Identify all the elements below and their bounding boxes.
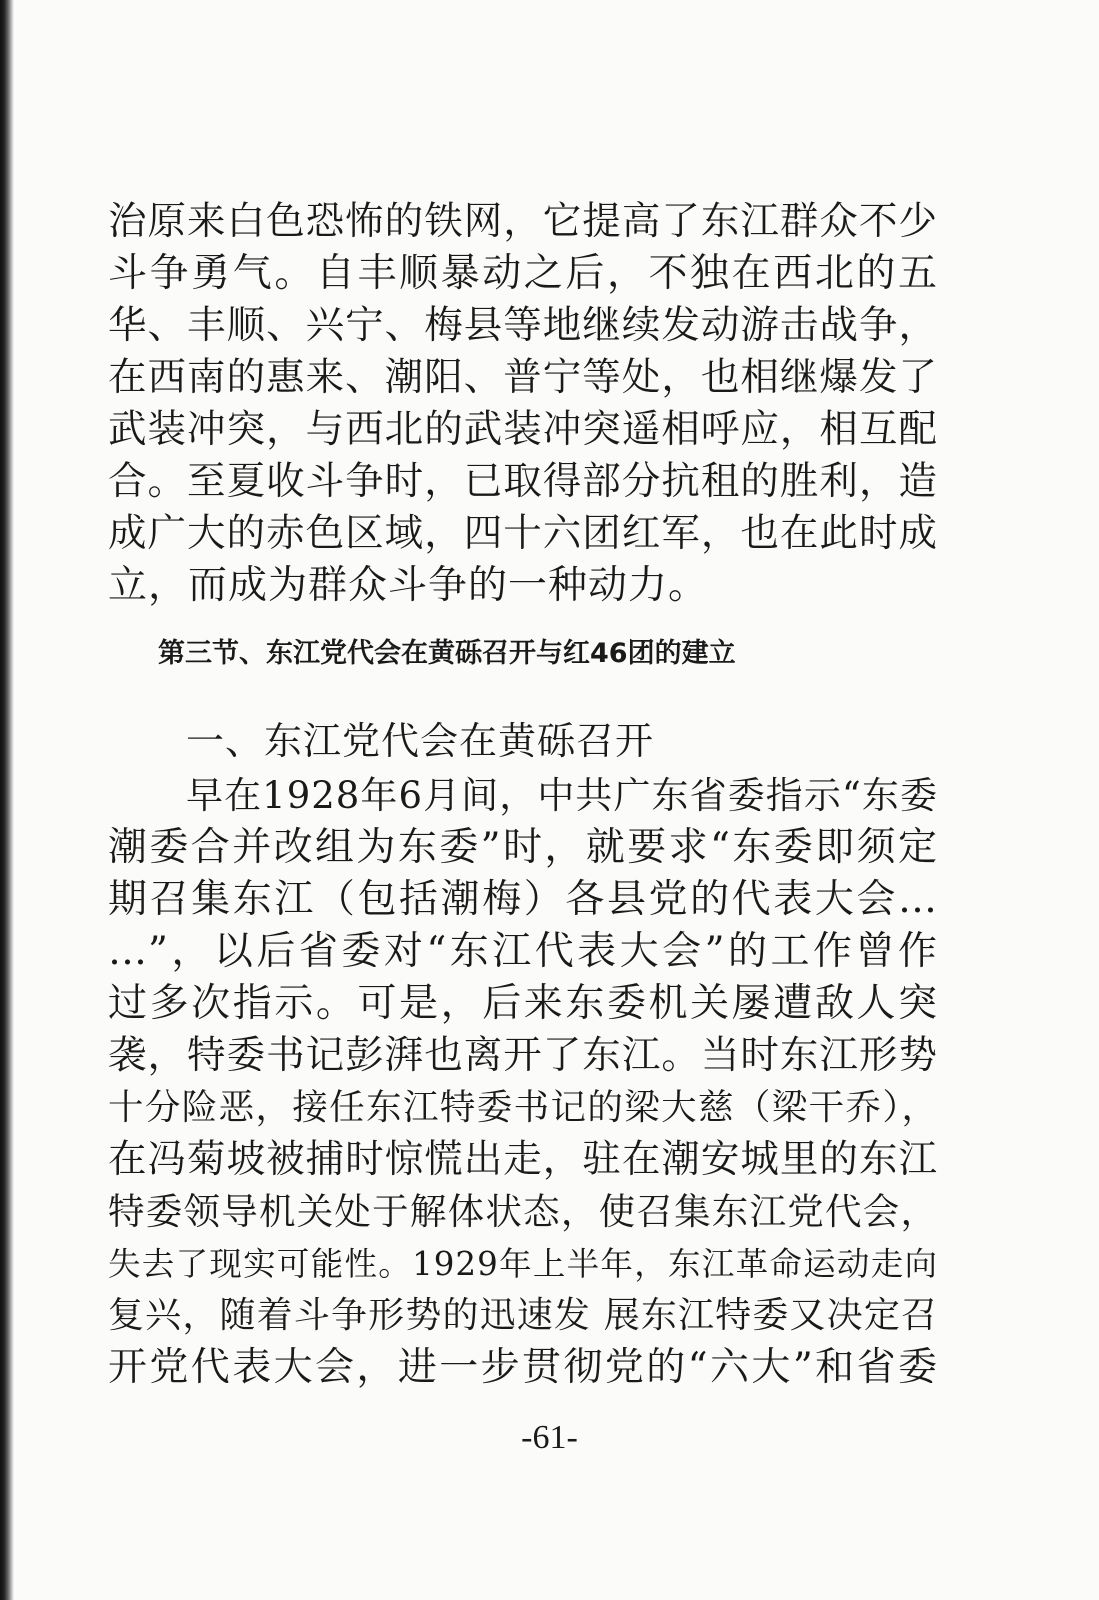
section-heading: 第三节、东江党代会在黄砾召开与红46团的建立 [158, 638, 736, 669]
text-line: 过多次指示。可是，后来东委机关屡遭敌人突 [108, 981, 938, 1026]
text-line: 在冯菊坡被捕时惊慌出走，驻在潮安城里的东江 [108, 1137, 938, 1182]
text-line: 武装冲突，与西北的武装冲突遥相呼应，相互配 [108, 407, 938, 452]
text-line: 期召集东江（包括潮梅）各县党的代表大会… [108, 877, 938, 922]
text-line: 早在1928年6月间，中共广东省委指示“东委 [186, 774, 938, 817]
text-line: 袭，特委书记彭湃也离开了东江。当时东江形势 [108, 1033, 938, 1078]
text-line: 复兴，随着斗争形势的迅速发 展东江特委又决定召 [108, 1295, 938, 1336]
scan-edge-shadow [0, 0, 14, 1600]
text-line: 成广大的赤色区域，四十六团红军，也在此时成 [108, 511, 938, 556]
text-line: 立，而成为群众斗争的一种动力。 [108, 563, 709, 608]
text-line: …”，以后省委对“东江代表大会”的工作曾作 [108, 929, 938, 974]
text-line: 开党代表大会，进一步贯彻党的“六大”和省委 [108, 1345, 938, 1390]
paragraph-1 [108, 196, 938, 612]
page-number: -61- [521, 1419, 578, 1456]
text-line: 斗争勇气。自丰顺暴动之后，不独在西北的五 [108, 251, 938, 296]
text-line: 在西南的惠来、潮阳、普宁等处，也相继爆发了 [108, 355, 938, 400]
text-line: 十分险恶，接任东江特委书记的梁大慈（梁干乔）， [108, 1087, 938, 1128]
text-line: 失去了现实可能性。1929年上半年，东江革命运动走向 [108, 1245, 938, 1283]
subsection-heading: 一、东江党代会在黄砾召开 [186, 719, 655, 763]
text-line: 合。至夏收斗争时，已取得部分抗租的胜利，造 [108, 459, 938, 504]
text-line: 治原来白色恐怖的铁网，它提高了东江群众不少 [108, 199, 938, 244]
text-line: 特委领导机关处于解体状态，使召集东江党代会， [108, 1190, 938, 1233]
paragraph-2 [108, 770, 938, 1394]
text-line: 华、丰顺、兴宁、梅县等地继续发动游击战争， [108, 303, 938, 348]
text-line: 潮委合并改组为东委”时，就要求“东委即须定 [108, 825, 938, 870]
